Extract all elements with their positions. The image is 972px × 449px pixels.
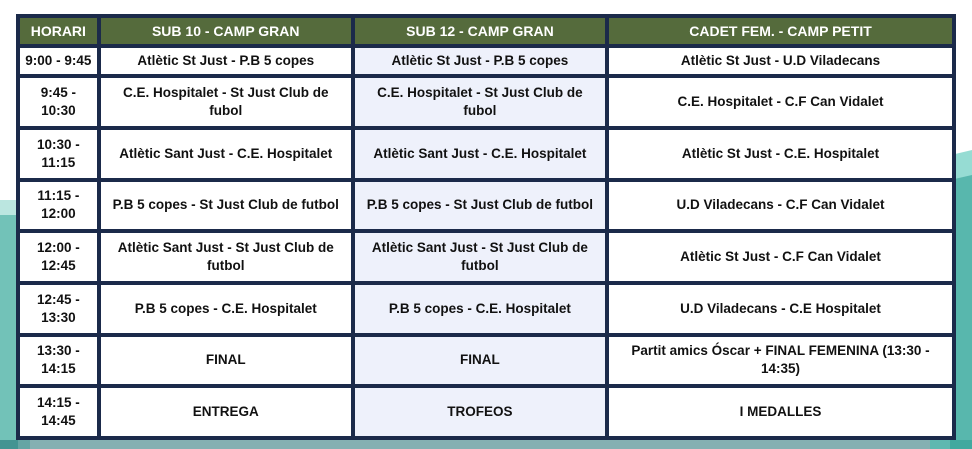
cadet-cell: C.E. Hospitalet - C.F Can Vidalet (609, 78, 952, 126)
sub12-cell: C.E. Hospitalet - St Just Club de fubol (355, 78, 605, 126)
cadet-cell: U.D Viladecans - C.E Hospitalet (609, 285, 952, 333)
table-row (20, 78, 952, 126)
sub10-cell: Atlètic Sant Just - C.E. Hospitalet (101, 130, 351, 178)
time-cell: 11:15 - 12:00 (20, 182, 97, 230)
table-row (20, 233, 952, 281)
time-cell: 9:45 - 10:30 (20, 78, 97, 126)
time-cell: 12:00 - 12:45 (20, 233, 97, 281)
sub10-cell: C.E. Hospitalet - St Just Club de fubol (101, 78, 351, 126)
time-cell: 12:45 - 13:30 (20, 285, 97, 333)
cadet-cell: I MEDALLES (609, 388, 952, 436)
sub12-cell: Atlètic Sant Just - St Just Club de futbol (355, 233, 605, 281)
cadet-cell: U.D Viladecans - C.F Can Vidalet (609, 182, 952, 230)
sub12-cell: P.B 5 copes - C.E. Hospitalet (355, 285, 605, 333)
sub12-cell: FINAL (355, 337, 605, 385)
sub12-cell: TROFEOS (355, 388, 605, 436)
cadet-cell: Atlètic St Just - C.F Can Vidalet (609, 233, 952, 281)
sub10-cell: ENTREGA (101, 388, 351, 436)
header-sub12: SUB 12 - CAMP GRAN (355, 18, 605, 44)
table-row (20, 337, 952, 385)
table-row (20, 130, 952, 178)
table-row (20, 285, 952, 333)
cadet-cell: Partit amics Óscar + FINAL FEMENINA (13:30 - 14:35) (609, 337, 952, 385)
header-time: HORARI (20, 18, 97, 44)
sub12-cell: Atlètic St Just - P.B 5 copes (355, 48, 605, 74)
sub10-cell: FINAL (101, 337, 351, 385)
time-cell: 9:00 - 9:45 (20, 48, 97, 74)
cadet-cell: Atlètic St Just - C.E. Hospitalet (609, 130, 952, 178)
sub10-cell: Atlètic St Just - P.B 5 copes (101, 48, 351, 74)
table-row (20, 388, 952, 436)
header-sub10: SUB 10 - CAMP GRAN (101, 18, 351, 44)
time-cell: 10:30 - 11:15 (20, 130, 97, 178)
sub12-cell: P.B 5 copes - St Just Club de futbol (355, 182, 605, 230)
sub12-cell: Atlètic Sant Just - C.E. Hospitalet (355, 130, 605, 178)
table-row (20, 182, 952, 230)
sub10-cell: P.B 5 copes - St Just Club de futbol (101, 182, 351, 230)
schedule-table (16, 14, 956, 440)
sub10-cell: P.B 5 copes - C.E. Hospitalet (101, 285, 351, 333)
time-cell: 14:15 - 14:45 (20, 388, 97, 436)
sub10-cell: Atlètic Sant Just - St Just Club de futbol (101, 233, 351, 281)
time-cell: 13:30 - 14:15 (20, 337, 97, 385)
cadet-cell: Atlètic St Just - U.D Viladecans (609, 48, 952, 74)
header-row (20, 18, 952, 44)
header-cadet: CADET FEM. - CAMP PETIT (609, 18, 952, 44)
table-row (20, 48, 952, 74)
